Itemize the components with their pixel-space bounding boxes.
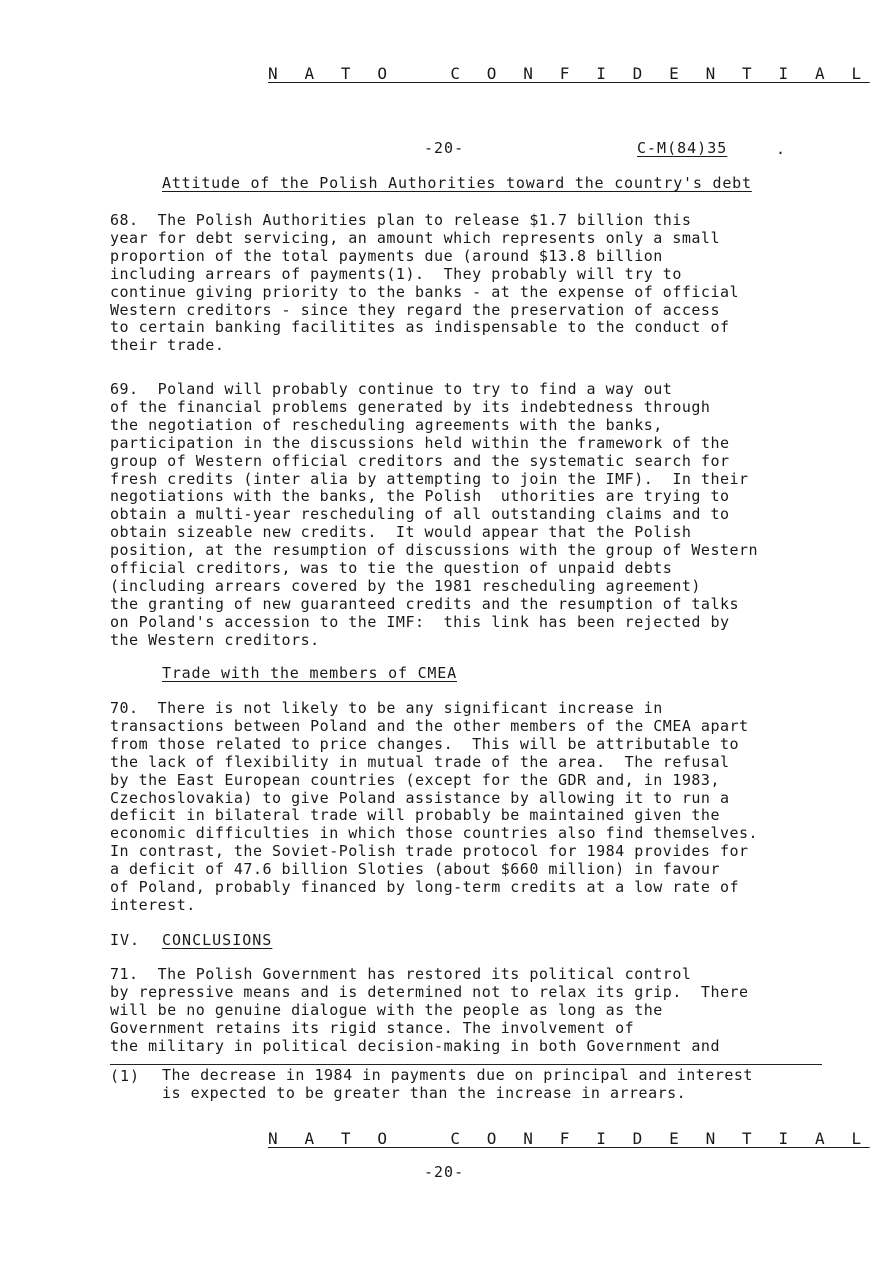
paragraph-71: 71. The Polish Government has restored its political control by repressive means and is determined not to relax its grip. There will be no genuine dialogue with the people as long as the Government retains its rigid stance. The involvement of the military in political decision-making in both Government and [110,965,749,1055]
header-mark: . [776,140,786,158]
footnote-marker: (1) [110,1067,141,1085]
document-reference: C-M(84)35 [637,139,728,157]
paragraph-70: 70. There is not likely to be any significant increase in transactions between Poland and the other members of the CMEA apart from those related to price changes. This will be attributable to the lack of flexibility in mutual trade of the area. The refusal by the East European countries (except for the GDR and, in 1983, Czechoslovakia) to give Poland assistance by allowing it to run a deficit in bilateral trade will probably be maintained given the economic difficulties in which those countries also find themselves. In contrast, the Soviet-Polish trade protocol for 1984 provides for a deficit of 47.6 billion Sloties (about $660 million) in favour of Poland, probably financed by long-term credits at a low rate of interest. [110,699,759,914]
paragraph-68: 68. The Polish Authorities plan to release $1.7 billion this year for debt servicing, an amount which represents only a small proportion of the total payments due (around $13.8 billion including arrears of payments(1). They probably will try to continue giving priority to the banks - at the expense of official Western creditors - since they regard the preservation of access to certain banking facilitites as indispensable to the conduct of their trade. [110,211,740,355]
footer-page-number: -20- [424,1163,465,1181]
conclusions-title: CONCLUSIONS [162,931,273,949]
header-classification: N A T O C O N F I D E N T I A L [268,64,870,83]
header-page-number: -20- [424,139,465,157]
footnote-divider [110,1064,822,1065]
conclusions-number: IV. [110,931,141,949]
section-heading-debt-attitude: Attitude of the Polish Authorities toward the country's debt [162,174,752,192]
paragraph-69: 69. Poland will probably continue to try to find a way out of the financial problems generated by its indebtedness through the negotiation of rescheduling agreements with the banks, participation in the discussions held within the framework of the group of Western official creditors and the systematic search for fresh credits (inter alia by attempting to join the IMF). In their negotiations with the banks, the Polish uthorities are trying to obtain a multi-year rescheduling of all outstanding claims and to obtain sizeable new credits. It would appear that the Polish position, at the resumption of discussions with the group of Western official creditors, was to tie the question of unpaid debts (including arrears covered by the 1981 rescheduling agreement) the granting of new guaranteed credits and the resumption of talks on Poland's accession to the IMF: this link has been rejected by the Western creditors. [110,380,759,649]
footnote-text: The decrease in 1984 in payments due on principal and interest is expected to be greater than the increase in arrears. [162,1066,753,1102]
section-heading-cmea-trade: Trade with the members of CMEA [162,664,457,682]
footer-classification: N A T O C O N F I D E N T I A L [268,1129,870,1148]
